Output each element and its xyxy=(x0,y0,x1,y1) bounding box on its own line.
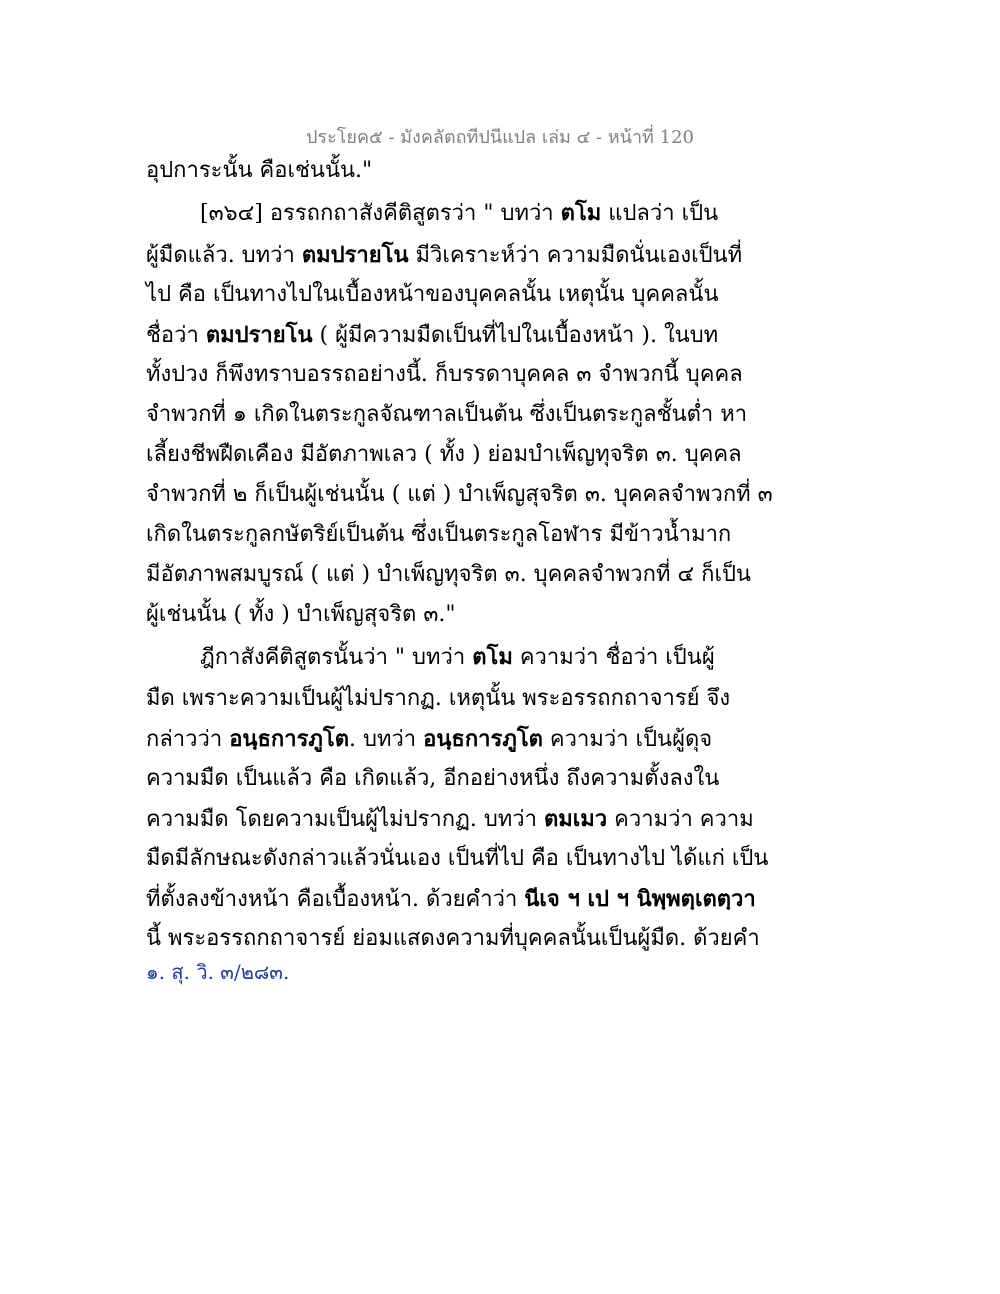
text-run: จำพวกที่ ๑ เกิดในตระกูลจัณฑาลเป็นต้น ซึ่งเป็นตระกูลชั้นต่ำ หา xyxy=(146,402,748,427)
text-line xyxy=(146,560,751,590)
text-line xyxy=(146,400,747,430)
text-run: จำพวกที่ ๒ ก็เป็นผู้เช่นนั้น ( แต่ ) บำเพ็ญสุจริต ๓. บุคคลจำพวกที่ ๓ xyxy=(146,482,773,507)
text-line xyxy=(146,520,731,550)
text-line xyxy=(146,764,719,794)
text-line xyxy=(146,684,730,714)
text-line xyxy=(200,642,715,673)
bold-term: นีเจ ฯ เป ฯ นิพฺพตฺเตตฺวา xyxy=(524,886,756,912)
text-run: ผู้เช่นนั้น ( ทั้ง ) บำเพ็ญสุจริต ๓." xyxy=(146,602,456,627)
text-run: ผู้มืดแล้ว. บทว่า xyxy=(146,243,302,268)
text-run: ความว่า ชื่อว่า เป็นผู้ xyxy=(512,645,715,670)
text-run: ความว่า เป็นผู้ดุจ xyxy=(542,727,713,752)
text-run: กล่าวว่า xyxy=(146,727,230,752)
text-run: ความมืด โดยความเป็นผู้ไม่ปรากฏ. บทว่า xyxy=(146,807,544,832)
text-line xyxy=(146,156,372,186)
bold-term: ตมปรายโน xyxy=(301,242,409,268)
text-run: ทั้งปวง ก็พึงทราบอรรถอย่างนี้. ก็บรรดาบุคคล ๓ จำพวกนี้ บุคคล xyxy=(146,362,743,387)
page-header: ประโยค๕ - มังคลัตถทีปนีแปล เล่ม ๔ - หน้าที่ 120 xyxy=(306,127,694,148)
text-run: ( ผู้มีความมืดเป็นที่ไปในเบื้องหน้า ). ในบท xyxy=(312,323,719,348)
text-run: อุปการะนั้น คือเช่นนั้น." xyxy=(146,158,373,183)
text-run: [๓๖๔] อรรถกถาสังคีติสูตรว่า " บทว่า xyxy=(200,201,561,226)
text-line xyxy=(146,480,773,510)
text-line xyxy=(200,198,718,229)
text-run: ฎีกาสังคีติสูตรนั้นว่า " บทว่า xyxy=(200,645,473,670)
text-run: เกิดในตระกูลกษัตริย์เป็นต้น ซึ่งเป็นตระกูลโอฬาร มีข้าวน้ำมาก xyxy=(146,522,732,547)
bold-term: ตโม xyxy=(560,200,602,226)
text-line xyxy=(146,844,768,874)
text-line xyxy=(146,360,743,390)
text-line xyxy=(146,440,742,470)
text-line xyxy=(146,320,718,351)
text-line xyxy=(146,724,712,755)
text-run: ความมืด เป็นแล้ว คือ เกิดแล้ว, อีกอย่างหนึ่ง ถึงความตั้งลงใน xyxy=(146,766,720,791)
text-run: ชื่อว่า xyxy=(146,323,206,348)
text-line xyxy=(146,600,456,630)
text-run: เลี้ยงชีพฝืดเคือง มีอัตภาพเลว ( ทั้ง ) ย่อมบำเพ็ญทุจริต ๓. บุคคล xyxy=(146,442,742,467)
bold-term: ตโม xyxy=(472,644,513,670)
bold-term: ตมปรายโน xyxy=(205,322,313,348)
text-run: นี้ พระอรรถกถาจารย์ ย่อมแสดงความที่บุคคลนั้นเป็นผู้มืด. ด้วยคำ xyxy=(146,926,760,951)
bold-term: อนฺธการภูโต xyxy=(423,726,543,752)
text-line xyxy=(146,240,742,271)
text-run: แปลว่า เป็น xyxy=(601,201,719,226)
text-line xyxy=(146,280,719,310)
bold-term: อนฺธการภูโต xyxy=(229,726,349,752)
text-run: ไป คือ เป็นทางไปในเบื้องหน้าของบุคคลนั้น เหตุนั้น บุคคลนั้น xyxy=(146,282,719,307)
text-run: มีวิเคราะห์ว่า ความมืดนั่นเองเป็นที่ xyxy=(408,243,743,268)
text-run: ที่ตั้งลงข้างหน้า คือเบื้องหน้า. ด้วยคำว่า xyxy=(146,887,525,912)
text-line xyxy=(146,804,754,835)
bold-term: ตมเมว xyxy=(544,806,608,832)
text-line xyxy=(146,924,760,954)
text-run: ความว่า ความ xyxy=(607,807,754,832)
text-run: . บทว่า xyxy=(349,727,424,752)
text-run: มีอัตภาพสมบูรณ์ ( แต่ ) บำเพ็ญทุจริต ๓. บุคคลจำพวกที่ ๔ ก็เป็น xyxy=(146,562,751,587)
text-run: มืด เพราะความเป็นผู้ไม่ปรากฏ. เหตุนั้น พระอรรถกถาจารย์ จึง xyxy=(146,686,731,711)
text-line xyxy=(146,884,756,915)
text-run: มืดมีลักษณะดังกล่าวแล้วนั่นเอง เป็นที่ไป คือ เป็นทางไป ได้แก่ เป็น xyxy=(146,846,769,871)
footnote: ๑. สุ. วิ. ๓/๒๘๓. xyxy=(146,960,290,984)
